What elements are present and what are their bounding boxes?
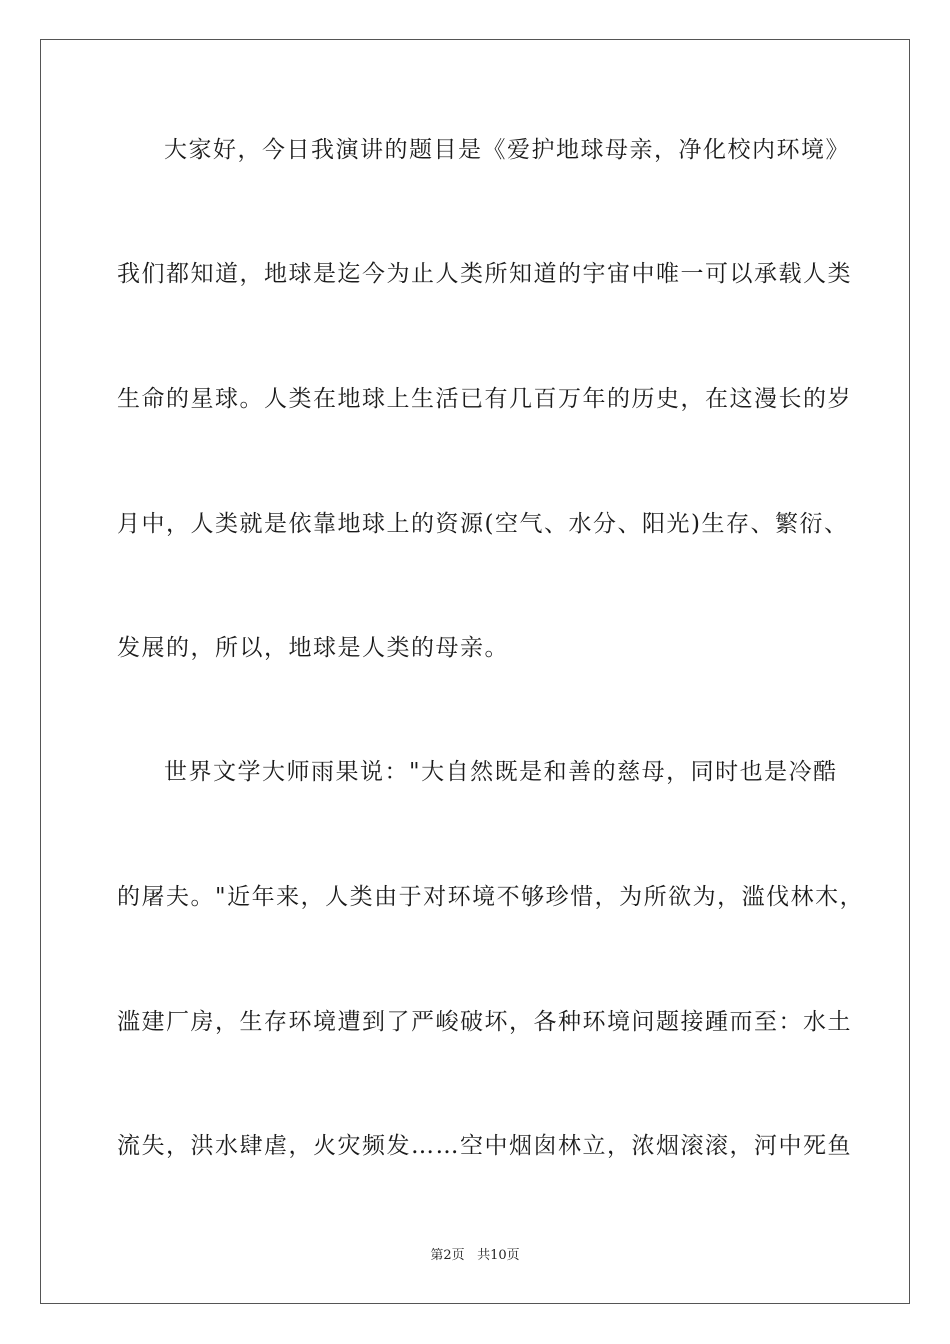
- paragraph-line: 流失，洪水肆虐，火灾频发……空中烟囱林立，浓烟滚滚，河中死鱼: [117, 1133, 852, 1159]
- page-frame: [40, 39, 910, 1304]
- paragraph-line: 月中，人类就是依靠地球上的资源(空气、水分、阳光)生存、繁衍、: [117, 511, 849, 537]
- paragraph-line: 的屠夫。"近年来，人类由于对环境不够珍惜，为所欲为，滥伐林木，: [117, 884, 865, 910]
- paragraph-line: 大家好，今日我演讲的题目是《爱护地球母亲，净化校内环境》: [164, 137, 850, 163]
- paragraph-line: 生命的星球。人类在地球上生活已有几百万年的历史，在这漫长的岁: [117, 386, 852, 412]
- paragraph-line: 世界文学大师雨果说："大自然既是和善的慈母，同时也是冷酷: [164, 759, 838, 785]
- paragraph-line: 滥建厂房，生存环境遭到了严峻破坏，各种环境问题接踵而至：水土: [117, 1009, 852, 1035]
- paragraph-line: 发展的，所以，地球是人类的母亲。: [117, 635, 509, 661]
- page-footer: [0, 1247, 950, 1265]
- page-number: 第2页: [430, 1248, 465, 1263]
- page-total: 共10页: [477, 1248, 520, 1263]
- paragraph-line: 我们都知道，地球是迄今为止人类所知道的宇宙中唯一可以承载人类: [117, 261, 852, 287]
